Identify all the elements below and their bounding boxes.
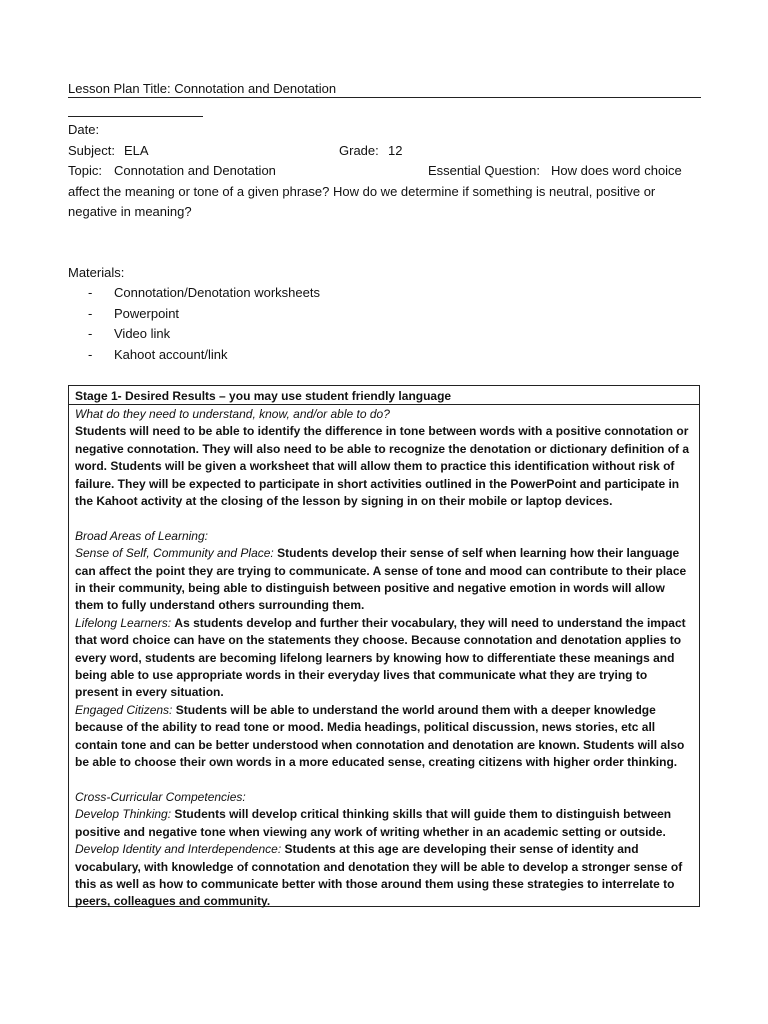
develop-identity-paragraph: Develop Identity and Interdependence: Students at this age are developing their sense of identity and vocabulary, with knowledge of connotation and denotation they will be able to develop a stronger sense of this as well as how to communicate better with those around them using these strategies to interrelate to peers, colleagues and community. xyxy=(75,842,683,909)
stage1-heading: Stage 1- Desired Results – you may use student friendly language xyxy=(69,386,699,405)
list-item: - Powerpoint xyxy=(88,305,180,321)
topic-value: Connotation and Denotation xyxy=(114,163,276,178)
essential-question-line2: affect the meaning or tone of a given phrase? How do we determine if something is neutral, positive or xyxy=(68,184,656,199)
subject-label: Subject: xyxy=(68,143,115,158)
stage1-body xyxy=(69,405,699,911)
develop-thinking-paragraph: Develop Thinking: Students will develop critical thinking skills that will guide them to distinguish between positive and negative tone when viewing any work of writing whether in an academic setting or outside. xyxy=(75,807,672,839)
engaged-citizens-paragraph: Engaged Citizens: Students will be able to understand the world around them with a deeper knowledge because of the ability to read tone or mood. Media headings, political discussion, news stories, etc all contain tone and can be better understood when connotation and denotation are known. Students will also be able to choose their own words in a more educated sense, creating citizens with higher order thinking. xyxy=(75,702,685,770)
essential-question-line1: How does word choice xyxy=(551,163,682,178)
stage1-intro: Students will need to be able to identify the difference in tone between words with a positive connotation or negative connotation. They will also need to be able to recognize the denotation or dictionary definition of a word. Students will be given a worksheet that will allow them to practice this identification without risk of failure. They will be expected to participate in short activities outlined in the PowerPoint and participate in the Kahoot activity at the closing of the lesson by signing in on their mobile or laptop devices. xyxy=(75,424,690,509)
lesson-title: Lesson Plan Title: Connotation and Denotation xyxy=(68,81,337,96)
topic-label: Topic: xyxy=(68,163,102,178)
list-item: - Kahoot account/link xyxy=(88,346,228,362)
stage1-prompt: What do they need to understand, know, and/or able to do? xyxy=(75,407,390,421)
lifelong-learners-paragraph: Lifelong Learners: As students develop and further their vocabulary, they will need to understand the impact that word choice can have on the statements they choose. Because connotation and denotation applies to every word, students are becoming lifelong learners by knowing how to differentiate these meanings and being able to use appropriate words in their everyday lives that communicate what they are trying to present in every situation. xyxy=(75,615,686,700)
essential-question-line3: negative in meaning? xyxy=(68,204,192,219)
list-item: - Video link xyxy=(88,326,171,341)
materials-list xyxy=(88,283,320,365)
short-rule xyxy=(68,116,203,117)
materials-label: Materials: xyxy=(68,265,125,280)
list-item: - Connotation/Denotation worksheets xyxy=(88,285,320,300)
grade-label: Grade: xyxy=(339,143,379,158)
title-underline xyxy=(68,97,701,98)
stage1-table xyxy=(68,385,700,907)
grade-value: 12 xyxy=(388,143,403,158)
subject-value: ELA xyxy=(124,143,149,158)
cross-curricular-heading: Cross-Curricular Competencies: xyxy=(75,789,246,804)
broad-areas-heading: Broad Areas of Learning: xyxy=(75,528,208,543)
sense-of-self-paragraph: Sense of Self, Community and Place: Students develop their sense of self when learning how their language can affect the point they are trying to communicate. A sense of tone and mood can contribute to their place in their community, being able to distinguish between positive and negative emotion in words will allow them to fully understand others surrounding them. xyxy=(75,546,687,613)
essential-question-label: Essential Question: xyxy=(428,163,541,178)
date-label: Date: xyxy=(68,122,100,137)
